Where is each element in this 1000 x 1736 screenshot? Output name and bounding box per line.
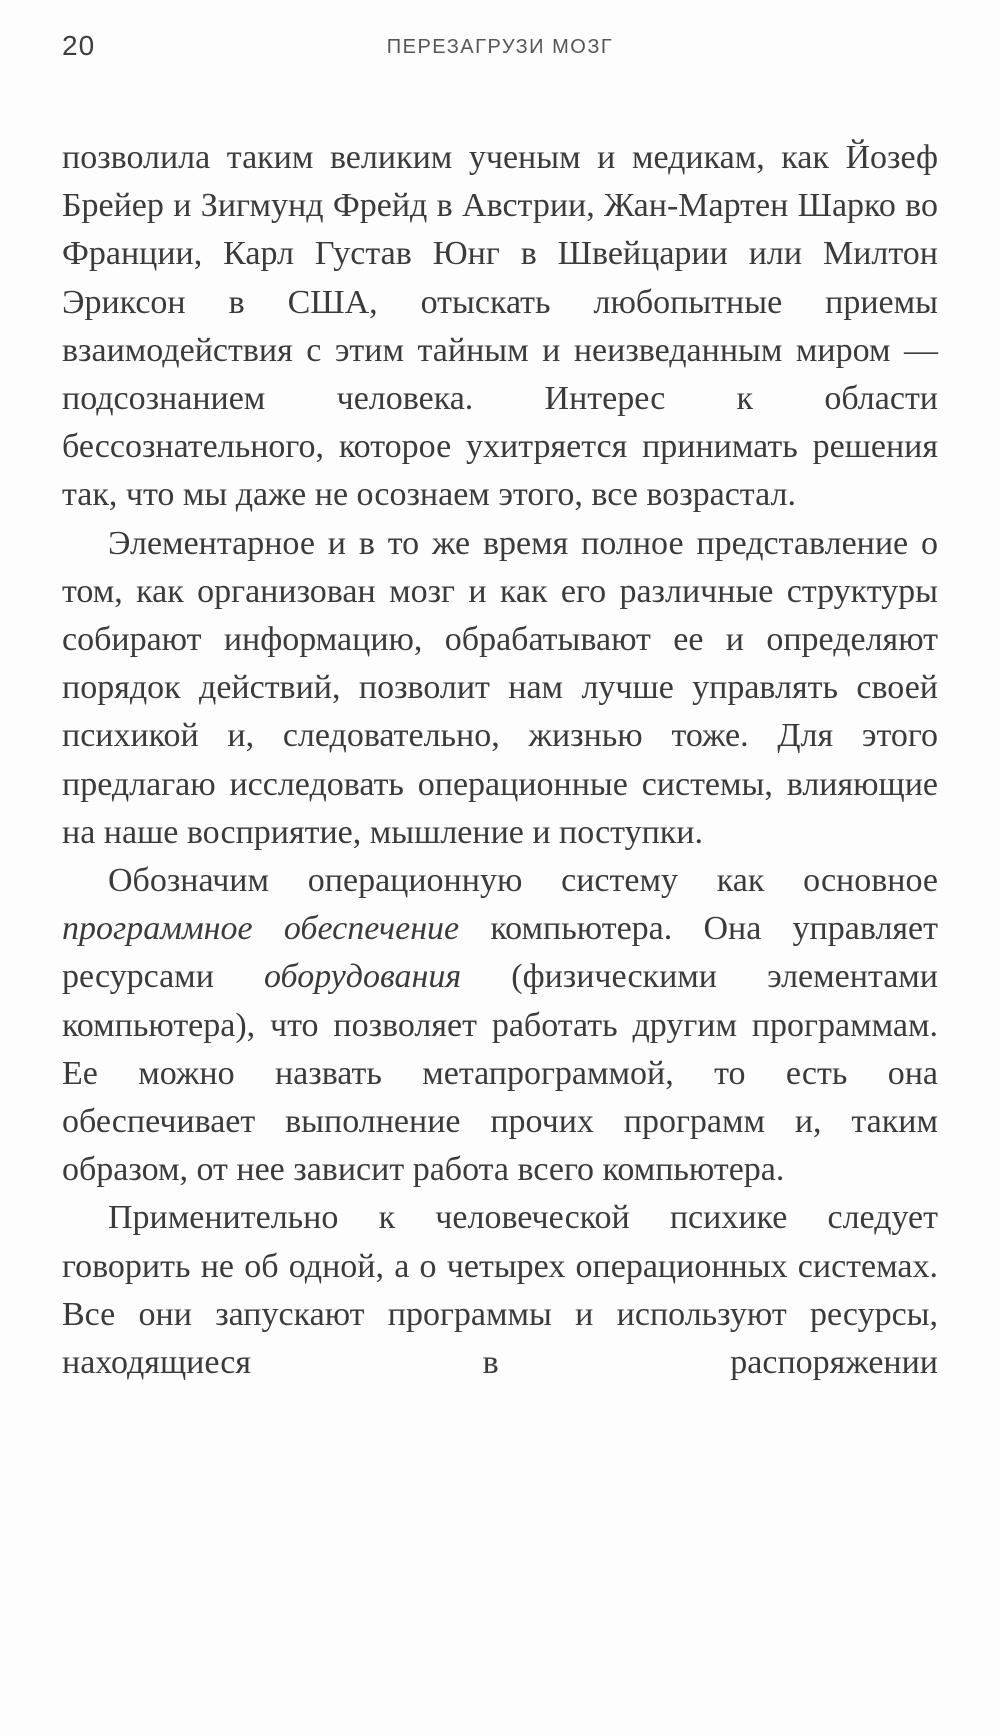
- paragraph-3: [62, 857, 938, 1194]
- book-title: ПЕРЕЗАГРУЗИ МОЗГ: [386, 36, 614, 58]
- paragraph-1: позволила таким великим ученым и медикам, как Йозеф Брейер и Зигмунд Фрейд в Австрии, Жан-Мартен Шарко во Франции, Карл Густав Юнг в Швейцарии или Милтон Эриксон в США, отыскать любопытные приемы взаимодействия с этим тайным и неизведанным миром — подсознанием человека. Интерес к области бессознательного, которое ухитряется принимать решения так, что мы даже не осознаем этого, все возрастал.: [62, 139, 938, 514]
- paragraph-3-emphasis-hardware: оборудования: [264, 958, 462, 996]
- paragraph-3-part-2: компьютера. Она управляет ресурсами: [62, 910, 938, 996]
- body-text: [62, 134, 938, 1387]
- running-header: [62, 30, 938, 70]
- paragraph-3-part-3: (физическими элементами компьютера), что позволяет работать другим программам. Ее можно назвать метапрограммой, то есть она обеспечивает выполнение прочих программ и, таким образом, от нее зависит работа всего компьютера.: [62, 958, 939, 1189]
- paragraph-2: Элементарное и в то же время полное представление о том, как организован мозг и как его различные структуры собирают информацию, обрабатывают ее и определяют порядок действий, позволит нам лучше управлять своей психикой и, следовательно, жизнью тоже. Для этого предлагаю исследовать операционные системы, влияющие на наше восприятие, мышление и поступки.: [62, 524, 938, 851]
- paragraph-3-emphasis-software: программное обеспечение: [62, 910, 460, 948]
- paragraph-3-part-1: Обозначим операционную систему как основное: [108, 862, 938, 900]
- page-number: 20: [62, 30, 96, 61]
- paragraph-4: Применительно к человеческой психике следует говорить не об одной, а о четырех операционных системах. Все они запускают программы и используют ресурсы, находящиеся в распоряжении: [62, 1199, 938, 1382]
